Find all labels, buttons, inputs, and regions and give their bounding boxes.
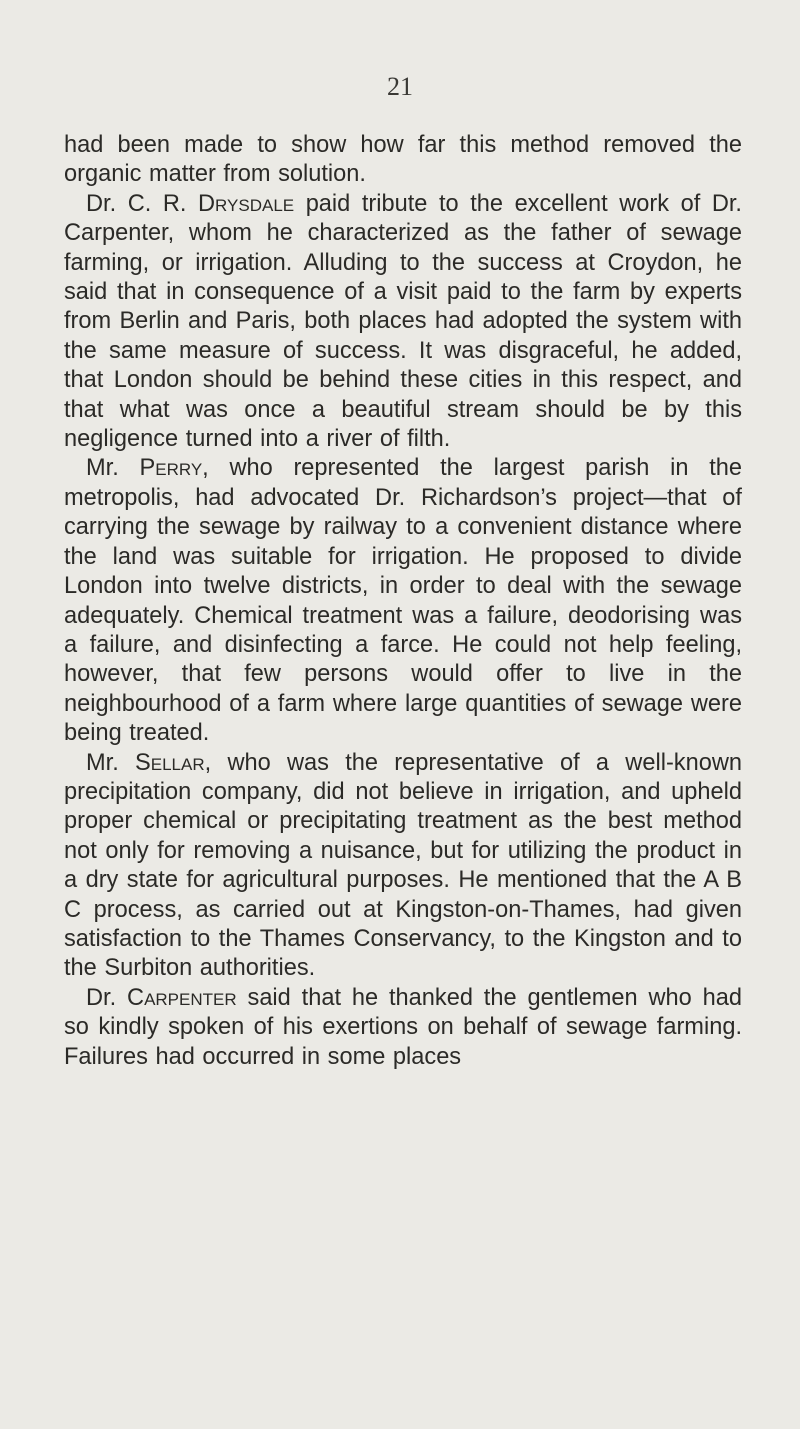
speaker-name: Drysdale	[198, 190, 295, 217]
paragraph-text: had been made to show how far this method removed the organic matter from solution.	[64, 132, 742, 188]
speaker-name: Carpenter	[127, 984, 237, 1011]
speaker-title: Dr.	[86, 984, 117, 1011]
speaker-name: Sellar,	[135, 749, 212, 776]
paragraph-text: who was the representative of a well-known precipitation company, did not believe in irrigation, and upheld proper chemical or precipitating treatment as the best method not only for removing a nuisance, but for utilizing the product in a dry state for agricultural purposes. He mentioned that the A B C process, as carried out at Kingston-on-Thames, had given satisfaction to the Thames Conservancy, to the Kingston and to the Surbiton authorities.	[64, 749, 743, 982]
body-text	[64, 131, 742, 1072]
paragraph-carpenter	[64, 984, 742, 1072]
paragraph-text: said that he thanked the gentlemen who had so kindly spoken of his exertions on behalf of sewage farming. Failures had occurred in some places	[64, 984, 743, 1070]
speaker-name: Perry,	[139, 455, 209, 482]
speaker-title: Dr. C. R.	[86, 190, 187, 217]
paragraph-text: who represented the largest parish in the metropolis, had advocated Dr. Richardson’s project—that of carrying the sewage by railway to a convenient distance where the land was suitable for irrigation. He proposed to divide London into twelve districts, in order to deal with the sewage adequately. Chemical treatment was a failure, deodorising was a failure, and disinfecting a farce. He could not help feeling, however, that few persons would offer to live in the neighbourhood of a farm where large quantities of sewage were being treated.	[64, 455, 743, 747]
speaker-title: Mr.	[86, 749, 119, 776]
speaker-title: Mr.	[86, 455, 119, 482]
page-number: 21	[387, 72, 413, 101]
paragraph-perry	[64, 454, 742, 748]
paragraph-text: paid tribute to the excellent work of Dr. Carpenter, whom he characterized as the father of sewage farming, or irrigation. Alluding to the success at Croydon, he said that in consequence of a visit paid to the farm by experts from Berlin and Paris, both places had adopted the system with the same measure of success. It was disgraceful, he added, that London should be behind these cities in this respect, and that what was once a beautiful stream should be by this negligence turned into a river of filth.	[64, 190, 742, 453]
paragraph-drysdale	[64, 190, 742, 455]
paragraph-sellar	[64, 749, 742, 984]
paragraph-continuation	[64, 131, 742, 190]
